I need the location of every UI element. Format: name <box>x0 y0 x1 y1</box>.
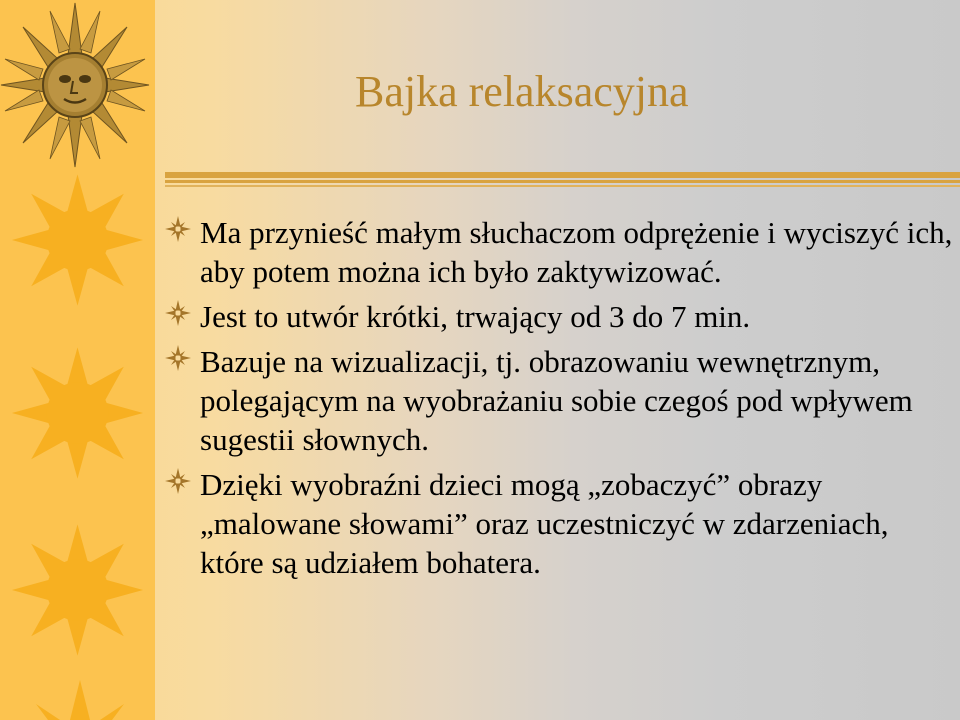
bullet-item <box>164 297 954 336</box>
title-divider <box>165 180 960 183</box>
star-bullet-icon <box>164 299 192 327</box>
bullet-text: Jest to utwór krótki, trwający od 3 do 7 min. <box>200 299 751 334</box>
slide-title: Bajka relaksacyjna <box>355 67 689 116</box>
bullet-item <box>164 465 954 582</box>
sun-icon <box>10 338 145 488</box>
star-bullet-icon <box>164 344 192 372</box>
bullet-item <box>164 213 954 291</box>
bullet-item <box>164 342 954 459</box>
bullet-text: Dzięki wyobraźni dzieci mogą „zobaczyć” obrazy „malowane słowami” oraz uczestniczyć w zdarzeniach, które są udziałem bohatera. <box>200 467 889 580</box>
sun-icon <box>20 680 140 720</box>
title-divider <box>165 172 960 178</box>
bullet-list <box>164 213 954 588</box>
star-bullet-icon <box>164 215 192 243</box>
sun-face-icon <box>0 0 150 170</box>
sun-icon <box>10 515 145 665</box>
bullet-text: Bazuje na wizualizacji, tj. obrazowaniu wewnętrznym, polegającym na wyobrażaniu sobie czegoś pod wpływem sugestii słownych. <box>200 344 913 457</box>
bullet-text: Ma przynieść małym słuchaczom odprężenie i wyciszyć ich, aby potem można ich było zaktywizować. <box>200 215 953 289</box>
star-bullet-icon <box>164 467 192 495</box>
title-divider <box>165 185 960 187</box>
sun-icon <box>10 165 145 315</box>
